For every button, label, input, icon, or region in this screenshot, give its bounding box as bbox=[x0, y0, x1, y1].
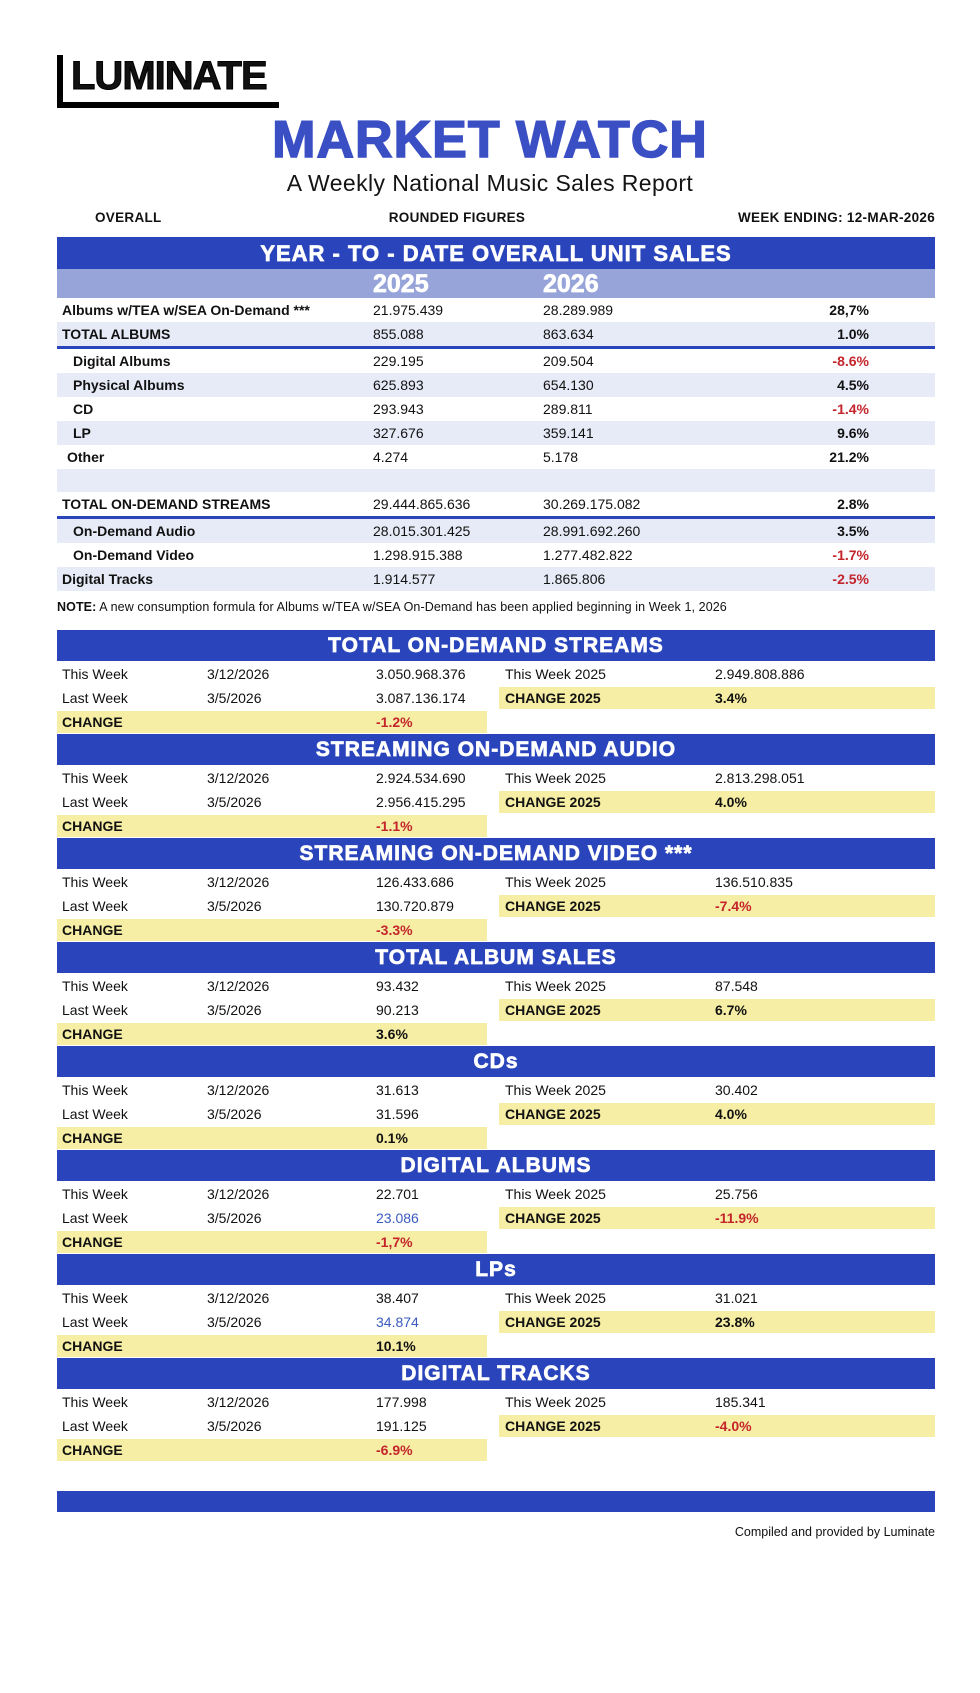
row-label: CHANGE bbox=[62, 1338, 123, 1354]
date: 3/12/2026 bbox=[207, 770, 270, 786]
luminate-logo-text: LUMINATE bbox=[71, 54, 267, 98]
value: 25.756 bbox=[715, 1186, 758, 1202]
row-label: This Week 2025 bbox=[505, 666, 606, 682]
left-half bbox=[57, 895, 487, 917]
gap bbox=[487, 1231, 499, 1253]
date: 3/12/2026 bbox=[207, 1290, 270, 1306]
left-half bbox=[57, 1287, 487, 1309]
pct-change: -1.7% bbox=[832, 547, 869, 563]
gap bbox=[487, 1287, 499, 1309]
value: 93.432 bbox=[376, 978, 419, 994]
value-2026: 654.130 bbox=[543, 377, 594, 393]
gap bbox=[487, 791, 499, 813]
table-row bbox=[57, 567, 935, 591]
meta-overall: OVERALL bbox=[95, 210, 162, 225]
change-row bbox=[57, 1335, 935, 1357]
row-label: Last Week bbox=[62, 1314, 128, 1330]
value-2026: 863.634 bbox=[543, 326, 594, 342]
change-row bbox=[57, 919, 935, 941]
last-week-row bbox=[57, 1415, 935, 1437]
report-body bbox=[57, 210, 935, 1539]
row-label: TOTAL ON-DEMAND STREAMS bbox=[62, 496, 271, 512]
left-half bbox=[57, 999, 487, 1021]
gap bbox=[487, 1391, 499, 1413]
date bbox=[207, 1231, 376, 1253]
pct-change: -7.4% bbox=[715, 898, 752, 914]
section-title: CDs bbox=[57, 1046, 935, 1077]
table-row bbox=[57, 543, 935, 567]
section-title: TOTAL ALBUM SALES bbox=[57, 942, 935, 973]
pct-change: -8.6% bbox=[832, 353, 869, 369]
row-label: Last Week bbox=[62, 1002, 128, 1018]
left-half bbox=[57, 871, 487, 893]
right-half bbox=[499, 1311, 935, 1333]
value-2026: 1.865.806 bbox=[543, 571, 606, 587]
pct-change: -3.3% bbox=[376, 922, 413, 938]
value: 2.924.534.690 bbox=[376, 770, 466, 786]
date: 3/12/2026 bbox=[207, 1186, 270, 1202]
row-label: On-Demand Video bbox=[73, 547, 195, 563]
pct-change: 0.1% bbox=[376, 1130, 408, 1146]
value-2025: 21.975.439 bbox=[373, 302, 444, 318]
change-row bbox=[57, 1023, 935, 1045]
value: 87.548 bbox=[715, 978, 758, 994]
value: 31.613 bbox=[376, 1082, 419, 1098]
meta-week-ending: WEEK ENDING: 12-MAR-2026 bbox=[738, 210, 935, 225]
ytd-table bbox=[57, 298, 935, 591]
value: 31.596 bbox=[376, 1106, 419, 1122]
change-row bbox=[57, 1127, 935, 1149]
footer-credit: Compiled and provided by Luminate bbox=[734, 1525, 935, 1539]
section-title: STREAMING ON-DEMAND VIDEO *** bbox=[57, 838, 935, 869]
right-half bbox=[499, 767, 935, 789]
gap bbox=[487, 1335, 499, 1357]
value: 136.510.835 bbox=[715, 874, 793, 890]
date: 3/5/2026 bbox=[207, 690, 262, 706]
row-label: This Week bbox=[62, 1290, 128, 1306]
pct-change: -11.9% bbox=[715, 1210, 759, 1226]
row-label: Digital Tracks bbox=[62, 571, 154, 587]
left-half bbox=[57, 919, 487, 941]
value: 30.402 bbox=[715, 1082, 758, 1098]
left-half bbox=[57, 663, 487, 685]
section-streaming-on-demand-video bbox=[57, 838, 935, 941]
pct-change: 6.7% bbox=[715, 1002, 747, 1018]
value-2025: 293.943 bbox=[373, 401, 424, 417]
row-label: CHANGE 2025 bbox=[505, 1106, 601, 1122]
ytd-col-2025: 2025 bbox=[373, 270, 429, 298]
last-week-row bbox=[57, 687, 935, 709]
this-week-row bbox=[57, 1079, 935, 1101]
luminate-logo bbox=[57, 55, 279, 108]
this-week-row bbox=[57, 1183, 935, 1205]
row-label: This Week 2025 bbox=[505, 1290, 606, 1306]
left-half bbox=[57, 1183, 487, 1205]
right-half bbox=[499, 871, 935, 893]
ytd-col-2026: 2026 bbox=[543, 270, 599, 298]
table-row bbox=[57, 445, 935, 469]
pct-change: 4.0% bbox=[715, 794, 747, 810]
right-half bbox=[499, 895, 935, 917]
value: 126.433.686 bbox=[376, 874, 454, 890]
this-week-row bbox=[57, 663, 935, 685]
table-row bbox=[57, 322, 935, 349]
section-streaming-on-demand-audio bbox=[57, 734, 935, 837]
row-label: CHANGE bbox=[62, 1026, 123, 1042]
table-row bbox=[57, 519, 935, 543]
value: 2.949.808.886 bbox=[715, 666, 805, 682]
value: 177.998 bbox=[376, 1394, 427, 1410]
gap bbox=[487, 999, 499, 1021]
table-row bbox=[57, 421, 935, 445]
date bbox=[207, 919, 376, 941]
value: 2.956.415.295 bbox=[376, 794, 466, 810]
row-label: This Week 2025 bbox=[505, 1394, 606, 1410]
pct-change: 2.8% bbox=[837, 496, 869, 512]
row-label: CHANGE 2025 bbox=[505, 1418, 601, 1434]
row-label: Albums w/TEA w/SEA On-Demand *** bbox=[62, 302, 310, 318]
pct-change: -1.1% bbox=[376, 818, 413, 834]
pct-change: 3.4% bbox=[715, 690, 747, 706]
row-label: Last Week bbox=[62, 1210, 128, 1226]
row-label: This Week bbox=[62, 1394, 128, 1410]
change-row bbox=[57, 1439, 935, 1461]
pct-change: -2.5% bbox=[832, 571, 869, 587]
value: 34.874 bbox=[376, 1314, 419, 1330]
value-2026: 1.277.482.822 bbox=[543, 547, 633, 563]
row-label: This Week 2025 bbox=[505, 770, 606, 786]
gap bbox=[487, 767, 499, 789]
table-row bbox=[57, 397, 935, 421]
left-half bbox=[57, 1311, 487, 1333]
date bbox=[207, 815, 376, 837]
row-label: CHANGE 2025 bbox=[505, 690, 601, 706]
date: 3/5/2026 bbox=[207, 794, 262, 810]
gap bbox=[487, 1023, 499, 1045]
left-half bbox=[57, 791, 487, 813]
left-half bbox=[57, 1103, 487, 1125]
date: 3/5/2026 bbox=[207, 1002, 262, 1018]
pct-change: -1.4% bbox=[832, 401, 869, 417]
date: 3/12/2026 bbox=[207, 874, 270, 890]
date: 3/12/2026 bbox=[207, 1082, 270, 1098]
row-label: Other bbox=[67, 449, 105, 465]
section-title: TOTAL ON-DEMAND STREAMS bbox=[57, 630, 935, 661]
weekly-sections bbox=[57, 630, 935, 1461]
pct-change: -6.9% bbox=[376, 1442, 413, 1458]
row-label: CHANGE 2025 bbox=[505, 1210, 601, 1226]
footnote-text: A new consumption formula for Albums w/TEA w/SEA On-Demand has been applied beginning in Week 1, 2026 bbox=[96, 600, 727, 614]
date bbox=[207, 1023, 376, 1045]
value-2025: 855.088 bbox=[373, 326, 424, 342]
row-label: Physical Albums bbox=[73, 377, 185, 393]
value: 2.813.298.051 bbox=[715, 770, 805, 786]
date: 3/5/2026 bbox=[207, 1210, 262, 1226]
row-label: CD bbox=[73, 401, 94, 417]
row-label: Digital Albums bbox=[73, 353, 171, 369]
value-2025: 4.274 bbox=[373, 449, 409, 465]
gap bbox=[487, 919, 499, 941]
left-half bbox=[57, 1391, 487, 1413]
pct-change: 3.6% bbox=[376, 1026, 408, 1042]
left-half bbox=[57, 1439, 487, 1461]
change-row bbox=[57, 815, 935, 837]
row-label: CHANGE bbox=[62, 1442, 123, 1458]
left-half bbox=[57, 1127, 487, 1149]
value-2025: 229.195 bbox=[373, 353, 424, 369]
gap bbox=[487, 871, 499, 893]
left-half bbox=[57, 975, 487, 997]
value-2025: 28.015.301.425 bbox=[373, 523, 471, 539]
section-digital-tracks bbox=[57, 1358, 935, 1461]
left-half bbox=[57, 687, 487, 709]
section-cds bbox=[57, 1046, 935, 1149]
value-2026: 289.811 bbox=[543, 401, 593, 417]
date: 3/5/2026 bbox=[207, 1418, 262, 1434]
this-week-row bbox=[57, 1287, 935, 1309]
row-label: On-Demand Audio bbox=[73, 523, 196, 539]
value-2025: 1.298.915.388 bbox=[373, 547, 463, 563]
right-half bbox=[499, 1335, 935, 1357]
right-half bbox=[499, 791, 935, 813]
date bbox=[207, 1127, 376, 1149]
right-half bbox=[499, 1207, 935, 1229]
pct-change: -1,7% bbox=[376, 1234, 413, 1250]
date bbox=[207, 1335, 376, 1357]
section-lps bbox=[57, 1254, 935, 1357]
row-label: This Week 2025 bbox=[505, 1186, 606, 1202]
last-week-row bbox=[57, 1103, 935, 1125]
row-label: CHANGE 2025 bbox=[505, 794, 601, 810]
gap bbox=[487, 1079, 499, 1101]
date: 3/5/2026 bbox=[207, 898, 262, 914]
gap bbox=[487, 1439, 499, 1461]
row-label: This Week 2025 bbox=[505, 874, 606, 890]
date bbox=[207, 1439, 376, 1461]
value: 38.407 bbox=[376, 1290, 419, 1306]
value: 23.086 bbox=[376, 1210, 419, 1226]
pct-change: -4.0% bbox=[715, 1418, 752, 1434]
row-label: CHANGE bbox=[62, 1130, 123, 1146]
pct-change: -1.2% bbox=[376, 714, 413, 730]
meta-row bbox=[57, 210, 935, 227]
row-label: This Week 2025 bbox=[505, 978, 606, 994]
value-2025: 327.676 bbox=[373, 425, 424, 441]
row-label: This Week bbox=[62, 770, 128, 786]
table-row bbox=[57, 373, 935, 397]
right-half bbox=[499, 663, 935, 685]
footnote bbox=[57, 600, 935, 614]
last-week-row bbox=[57, 1311, 935, 1333]
right-half bbox=[499, 1415, 935, 1437]
ytd-year-header bbox=[57, 269, 935, 298]
value: 3.050.968.376 bbox=[376, 666, 466, 682]
page-subtitle: A Weekly National Music Sales Report bbox=[286, 170, 694, 196]
this-week-row bbox=[57, 975, 935, 997]
row-label: TOTAL ALBUMS bbox=[62, 326, 171, 342]
gap bbox=[487, 687, 499, 709]
left-half bbox=[57, 1207, 487, 1229]
right-half bbox=[499, 1079, 935, 1101]
value-2026: 28.289.989 bbox=[543, 302, 614, 318]
row-label: CHANGE bbox=[62, 818, 123, 834]
value-2025: 625.893 bbox=[373, 377, 424, 393]
row-label: CHANGE bbox=[62, 714, 123, 730]
right-half bbox=[499, 1287, 935, 1309]
section-title: STREAMING ON-DEMAND AUDIO bbox=[57, 734, 935, 765]
right-half bbox=[499, 1439, 935, 1461]
value-2026: 359.141 bbox=[543, 425, 594, 441]
table-row bbox=[57, 298, 935, 322]
change-row bbox=[57, 711, 935, 733]
last-week-row bbox=[57, 895, 935, 917]
pct-change: 28,7% bbox=[829, 302, 869, 318]
row-label: Last Week bbox=[62, 898, 128, 914]
right-half bbox=[499, 1103, 935, 1125]
gap bbox=[487, 711, 499, 733]
left-half bbox=[57, 1079, 487, 1101]
left-half bbox=[57, 711, 487, 733]
pct-change: 1.0% bbox=[837, 326, 869, 342]
section-title: DIGITAL TRACKS bbox=[57, 1358, 935, 1389]
gap bbox=[487, 815, 499, 837]
date: 3/12/2026 bbox=[207, 666, 270, 682]
value: 31.021 bbox=[715, 1290, 758, 1306]
gap bbox=[487, 1207, 499, 1229]
right-half bbox=[499, 1183, 935, 1205]
row-label: This Week bbox=[62, 874, 128, 890]
left-half bbox=[57, 767, 487, 789]
footnote-label: NOTE: bbox=[57, 600, 97, 614]
pct-change: 4.5% bbox=[837, 377, 869, 393]
section-total-album-sales bbox=[57, 942, 935, 1045]
last-week-row bbox=[57, 791, 935, 813]
right-half bbox=[499, 999, 935, 1021]
row-label: This Week bbox=[62, 978, 128, 994]
pct-change: 23.8% bbox=[715, 1314, 755, 1330]
section-title: LPs bbox=[57, 1254, 935, 1285]
row-label: CHANGE 2025 bbox=[505, 1002, 601, 1018]
row-label: Last Week bbox=[62, 1418, 128, 1434]
last-week-row bbox=[57, 1207, 935, 1229]
pct-change: 3.5% bbox=[837, 523, 869, 539]
date: 3/5/2026 bbox=[207, 1314, 262, 1330]
gap bbox=[487, 1127, 499, 1149]
value: 130.720.879 bbox=[376, 898, 454, 914]
value-2025: 1.914.577 bbox=[373, 571, 436, 587]
pct-change: 9.6% bbox=[837, 425, 869, 441]
left-half bbox=[57, 1415, 487, 1437]
row-label: This Week 2025 bbox=[505, 1082, 606, 1098]
gap bbox=[487, 1311, 499, 1333]
date bbox=[207, 711, 376, 733]
date: 3/12/2026 bbox=[207, 1394, 270, 1410]
row-label: CHANGE bbox=[62, 922, 123, 938]
this-week-row bbox=[57, 767, 935, 789]
meta-rounded-figures: ROUNDED FIGURES bbox=[388, 210, 526, 225]
right-half bbox=[499, 1391, 935, 1413]
ytd-spacer-cell bbox=[57, 269, 373, 299]
ytd-banner: YEAR - TO - DATE OVERALL UNIT SALES bbox=[57, 237, 935, 269]
value-2025: 29.444.865.636 bbox=[373, 496, 471, 512]
value: 191.125 bbox=[376, 1418, 427, 1434]
spacer-row bbox=[57, 469, 935, 492]
pct-change: 4.0% bbox=[715, 1106, 747, 1122]
right-half bbox=[499, 919, 935, 941]
left-half bbox=[57, 815, 487, 837]
section-title: DIGITAL ALBUMS bbox=[57, 1150, 935, 1181]
gap bbox=[487, 663, 499, 685]
pct-change: 10.1% bbox=[376, 1338, 416, 1354]
value: 3.087.136.174 bbox=[376, 690, 466, 706]
this-week-row bbox=[57, 1391, 935, 1413]
this-week-row bbox=[57, 871, 935, 893]
value-2026: 30.269.175.082 bbox=[543, 496, 641, 512]
row-label: Last Week bbox=[62, 690, 128, 706]
table-row bbox=[57, 349, 935, 373]
right-half bbox=[499, 687, 935, 709]
gap bbox=[487, 895, 499, 917]
right-half bbox=[499, 1023, 935, 1045]
page-title: MARKET WATCH bbox=[272, 111, 708, 169]
row-label: LP bbox=[73, 425, 91, 441]
right-half bbox=[499, 815, 935, 837]
value: 22.701 bbox=[376, 1186, 419, 1202]
section-digital-albums bbox=[57, 1150, 935, 1253]
right-half bbox=[499, 1231, 935, 1253]
gap bbox=[487, 1415, 499, 1437]
gap bbox=[487, 1183, 499, 1205]
table-row bbox=[57, 492, 935, 519]
row-label: This Week bbox=[62, 666, 128, 682]
gap bbox=[487, 1103, 499, 1125]
row-label: This Week bbox=[62, 1186, 128, 1202]
value-2026: 5.178 bbox=[543, 449, 579, 465]
date: 3/5/2026 bbox=[207, 1106, 262, 1122]
row-label: CHANGE 2025 bbox=[505, 898, 601, 914]
left-half bbox=[57, 1231, 487, 1253]
value-2026: 28.991.692.260 bbox=[543, 523, 641, 539]
value: 90.213 bbox=[376, 1002, 419, 1018]
right-half bbox=[499, 975, 935, 997]
value: 185.341 bbox=[715, 1394, 766, 1410]
row-label: CHANGE bbox=[62, 1234, 123, 1250]
row-label: Last Week bbox=[62, 1106, 128, 1122]
footer-divider-bar bbox=[57, 1491, 935, 1512]
right-half bbox=[499, 711, 935, 733]
row-label: CHANGE 2025 bbox=[505, 1314, 601, 1330]
pct-change: 21.2% bbox=[829, 449, 869, 465]
gap bbox=[487, 975, 499, 997]
value-2026: 209.504 bbox=[543, 353, 594, 369]
change-row bbox=[57, 1231, 935, 1253]
date: 3/12/2026 bbox=[207, 978, 270, 994]
row-label: Last Week bbox=[62, 794, 128, 810]
row-label: This Week bbox=[62, 1082, 128, 1098]
left-half bbox=[57, 1335, 487, 1357]
left-half bbox=[57, 1023, 487, 1045]
last-week-row bbox=[57, 999, 935, 1021]
section-total-on-demand-streams bbox=[57, 630, 935, 733]
right-half bbox=[499, 1127, 935, 1149]
